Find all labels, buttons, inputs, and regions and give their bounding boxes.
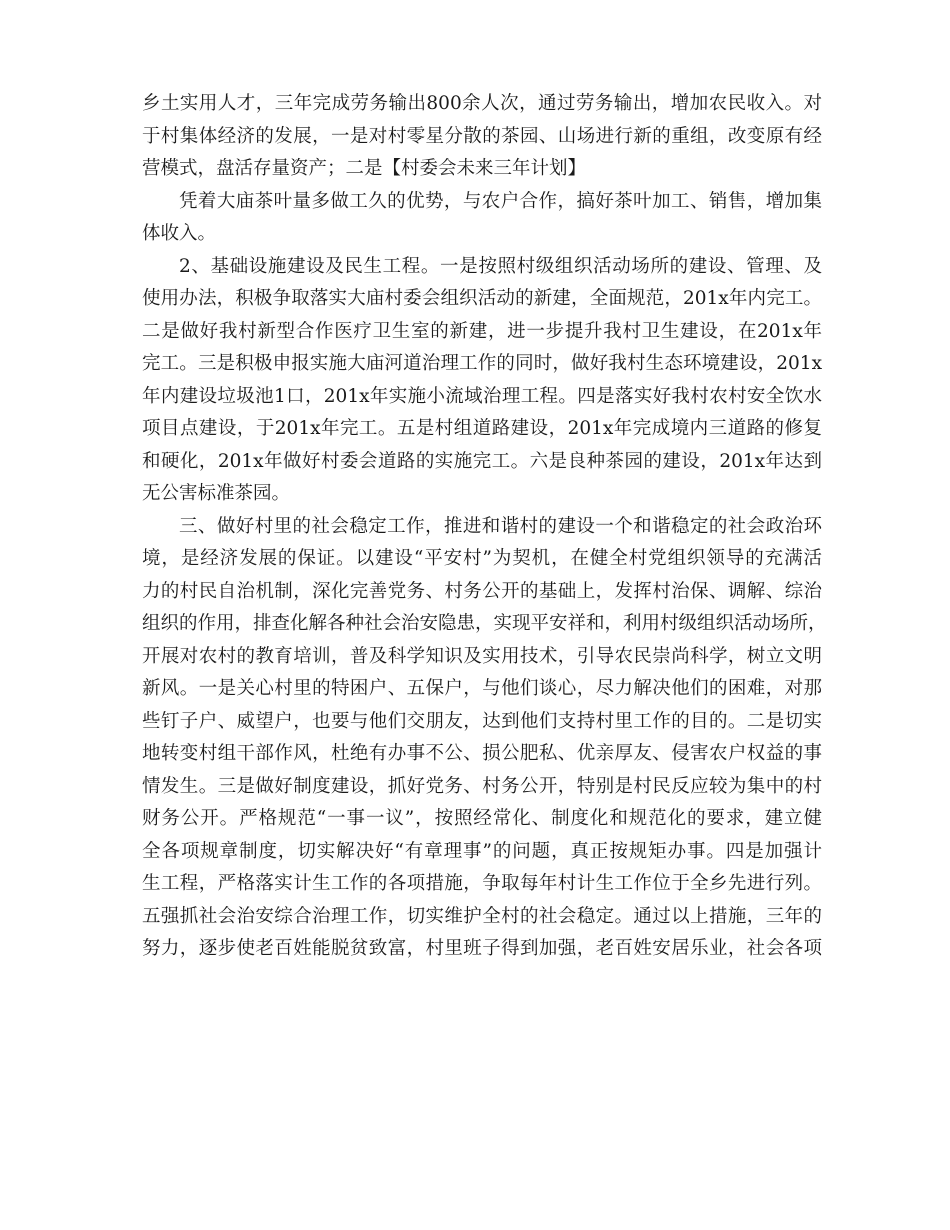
text-line: 年内建设垃圾池1口，201x年实施小流域治理工程。四是落实好我村农村安全饮水 [142, 385, 822, 407]
text-line: 项目点建设，于201x年完工。五是村组道路建设，201x年完成境内三道路的修复 [142, 418, 822, 439]
paragraph-start-line: 2、基础设施建设及民生工程。一是按照村级组织活动场所的建设、管理、及 [179, 255, 822, 277]
text-line: 情发生。三是做好制度建设，抓好党务、村务公开，特别是村民反应较为集中的村 [142, 775, 822, 797]
text-line: 财务公开。严格规范“一事一议”，按照经常化、制度化和规范化的要求，建立健 [142, 808, 822, 829]
text-line: 体收入。 [142, 223, 217, 244]
text-line: 开展对农村的教育培训，普及科学知识及实用技术，引导农民崇尚科学，树立文明 [142, 645, 822, 667]
text-line: 营模式，盘活存量资产；二是【村委会未来三年计划】 [142, 158, 587, 179]
text-line: 无公害标准茶园。 [142, 483, 291, 504]
text-line: 境，是经济发展的保证。以建设“平安村”为契机，在健全村党组织领导的充满活 [142, 548, 822, 569]
text-line: 力的村民自治机制，深化完善党务、村务公开的基础上，发挥村治保、调解、综治 [142, 580, 822, 602]
text-line: 全各项规章制度，切实解决好“有章理事”的问题，真正按规矩办事。四是加强计 [142, 840, 822, 862]
text-line: 和硬化，201x年做好村委会道路的实施完工。六是良种茶园的建设，201x年达到 [142, 450, 822, 472]
text-line: 使用办法，积极争取落实大庙村委会组织活动的新建，全面规范，201x年内完工。 [142, 288, 822, 309]
text-line: 地转变村组干部作风，杜绝有办事不公、损公肥私、优亲厚友、侵害农户权益的事 [142, 743, 822, 764]
paragraph-start-line: 凭着大庙茶叶量多做工久的优势，与农户合作，搞好茶叶加工、销售，增加集 [179, 190, 822, 212]
text-line: 组织的作用，排查化解各种社会治安隐患，实现平安祥和，利用村级组织活动场所， [142, 613, 827, 634]
text-line: 二是做好我村新型合作医疗卫生室的新建，进一步提升我村卫生建设，在201x年 [142, 320, 822, 342]
text-line: 生工程，严格落实计生工作的各项措施，争取每年村计生工作位于全乡先进行列。 [142, 873, 822, 894]
text-line: 努力，逐步使老百姓能脱贫致富，村里班子得到加强，老百姓安居乐业，社会各项 [142, 938, 822, 959]
text-line: 五强抓社会治安综合治理工作，切实维护全村的社会稳定。通过以上措施，三年的 [142, 905, 822, 927]
text-line: 完工。三是积极申报实施大庙河道治理工作的同时，做好我村生态环境建设，201x [142, 353, 822, 374]
document-body [142, 88, 827, 966]
text-line: 些钉子户、威望户，也要与他们交朋友，达到他们支持村里工作的目的。二是切实 [142, 710, 822, 732]
text-line: 于村集体经济的发展，一是对村零星分散的茶园、山场进行新的重组，改变原有经 [142, 125, 822, 147]
paragraph-start-line: 三、做好村里的社会稳定工作，推进和谐村的建设一个和谐稳定的社会政治环 [179, 515, 822, 537]
text-line: 乡土实用人才，三年完成劳务输出800余人次，通过劳务输出，增加农民收入。对 [142, 93, 822, 114]
text-line: 新风。一是关心村里的特困户、五保户，与他们谈心，尽力解决他们的困难，对那 [142, 678, 822, 699]
